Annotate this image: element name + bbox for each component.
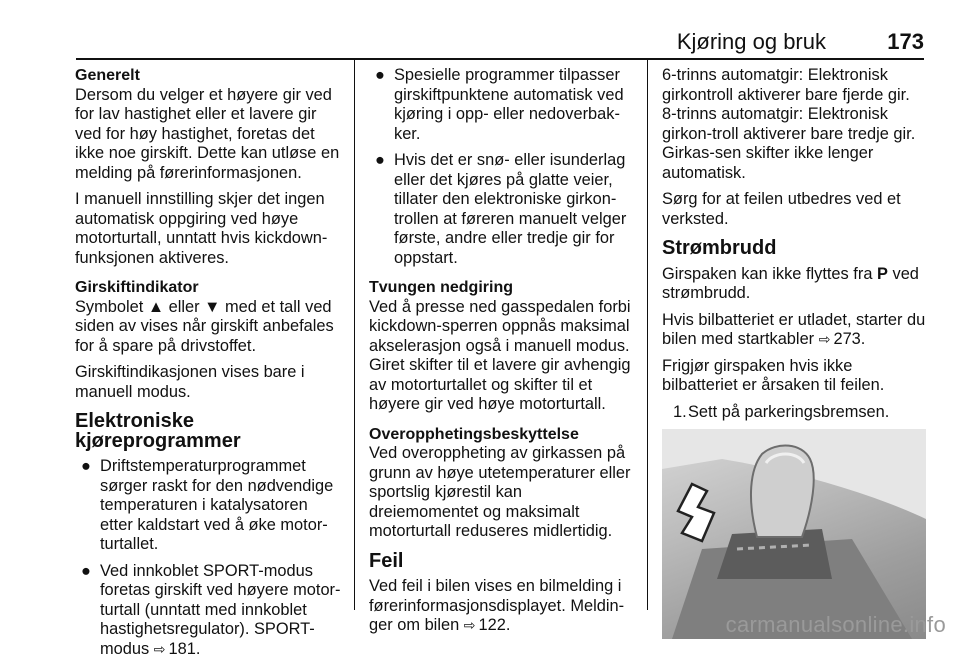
paragraph — [662, 311, 926, 350]
list-item-text: Driftstemperaturprogrammet sørger raskt for den nødvendige temperaturen i katalysatoren etter kaldstart ved å øke motor-turtallet. — [100, 457, 334, 553]
page-reference[interactable]: 122. — [478, 616, 511, 634]
paragraph: Girskiftindikasjonen vises bare i manuell modus. — [75, 363, 305, 401]
bullet-icon: ● — [81, 561, 91, 580]
bullet-list — [369, 66, 634, 268]
heading-girskiftindikator: Girskiftindikator — [75, 279, 199, 296]
paragraph: Frigjør girspaken hvis ikke bilbatteriet er årsaken til feilen. — [662, 356, 885, 394]
heading-tvungen-nedgiring: Tvungen nedgiring — [369, 279, 513, 296]
column-1 — [75, 66, 341, 666]
paragraph: Ved overoppheting av girkassen på grunn av høye utetemperaturer eller sportslig kjørestil kan dreiemomentet og maksimalt motorturtall reduseres midlertidig. — [369, 444, 631, 540]
list-item-text: Hvis det er snø- eller isunderlag eller det kjøres på glatte veier, tillater den elektroniske girkon-trollen at føreren manuelt velger første, andre eller tredje gir for oppstart. — [394, 151, 627, 267]
list-item — [369, 151, 634, 268]
page-number: 173 — [887, 29, 924, 54]
list-item-text: Ved innkoblet SPORT-modus foretas girskift ved høyere motor-turtall (unntatt med innkoblet hastighetsregulator). SPORT-modus — [100, 561, 341, 658]
list-item — [662, 403, 926, 423]
column-2 — [369, 66, 634, 643]
page-reference-icon: ⇨ — [463, 617, 476, 633]
step-list — [662, 403, 926, 423]
watermark: carmanualsonline.info — [725, 612, 946, 637]
paragraph: I manuell innstilling skjer det ingen automatisk oppgiring ved høye motorturtall, unntatt hvis kickdown-funksjonen aktiveres. — [75, 190, 328, 267]
gear-lever-drawing — [662, 429, 926, 639]
page-header — [76, 28, 924, 60]
step-number: 1. — [673, 402, 687, 421]
heading-kjoreprogrammer: Elektroniske kjøreprogrammer — [75, 410, 241, 452]
list-item — [369, 66, 634, 144]
paragraph — [662, 265, 926, 304]
page-title: Kjøring og bruk — [676, 29, 826, 54]
step-text: Sett på parkeringsbremsen. — [688, 402, 890, 421]
list-item — [75, 562, 341, 660]
heading-feil: Feil — [369, 549, 404, 572]
paragraph: Ved å presse ned gasspedalen forbi kickdown-sperren oppnås maksimal akselerasjon også i manuell modus. Giret skifter til et lavere gir avhengig av motorturtallet og skifter til et høyere gir ved høye motorturtall. — [369, 297, 631, 413]
heading-generelt: Generelt — [75, 67, 140, 84]
bullet-icon: ● — [375, 151, 385, 169]
gear-p-label: P — [877, 264, 888, 283]
bullet-list — [75, 457, 341, 659]
paragraph-text: Ved feil i bilen vises en bilmelding i førerinformasjonsdisplayet. Meldin-ger om bilen — [369, 577, 625, 634]
paragraph: Sørg for at feilen utbedres ved et verksted. — [662, 190, 901, 228]
paragraph — [369, 577, 634, 636]
paragraph: Symbolet ▲ eller ▼ med et tall ved siden av vises når girskift anbefales for å spare på drivstoffet. — [75, 297, 334, 355]
page-reference[interactable]: 181. — [168, 639, 201, 658]
list-item-text: Spesielle programmer tilpasser girskiftpunktene automatisk ved kjøring i opp- eller nedoverbak-ker. — [394, 66, 624, 143]
heading-overopphetingsbeskyttelse: Overopphetingsbeskyttelse — [369, 425, 579, 443]
gear-lever-illustration — [662, 429, 926, 639]
page-reference-icon: ⇨ — [153, 640, 166, 657]
column-3 — [662, 66, 926, 639]
bullet-icon: ● — [81, 457, 91, 475]
gear-knob — [751, 445, 814, 537]
paragraph: 6-trinns automatgir: Elektronisk girkontroll aktiverer bare fjerde gir. 8-trinns automatgir: Elektronisk girkon-troll aktiverer bare tredje gir. Girkas-sen skifter ikke lenger automatisk. — [662, 66, 916, 182]
page-reference-icon: ⇨ — [818, 331, 831, 347]
bullet-icon: ● — [375, 66, 385, 84]
paragraph-text: Girspaken kan ikke flyttes fra — [662, 264, 873, 283]
column-divider — [354, 60, 355, 610]
paragraph-text: Hvis bilbatteriet er utladet, starter du bilen med startkabler — [662, 310, 926, 348]
column-divider — [647, 60, 648, 610]
lightning-bolt-icon — [678, 484, 714, 541]
paragraph-text: ved strømbrudd. — [662, 264, 919, 302]
page-reference[interactable]: 273. — [833, 330, 866, 348]
heading-strombrudd: Strømbrudd — [662, 237, 777, 259]
list-item — [75, 457, 341, 555]
paragraph: Dersom du velger et høyere gir ved for lav hastighet eller et lavere gir ved for høy hastighet, foretas det ikke noe girskift. Dette kan utløse en melding på førerinformasjonen. — [75, 85, 340, 182]
